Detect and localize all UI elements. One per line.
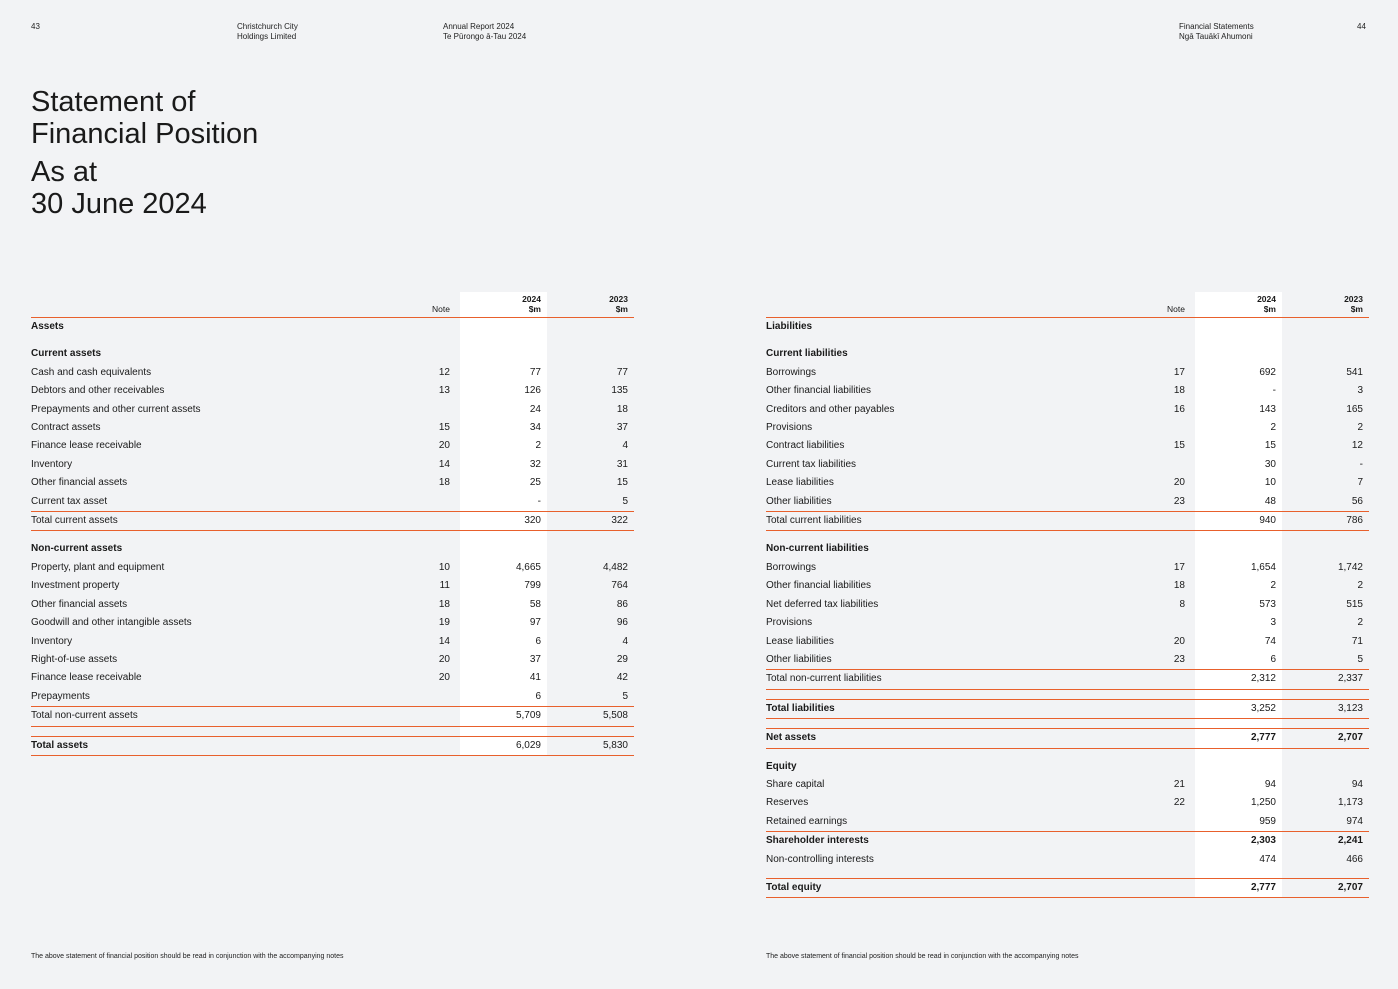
value-2023: 541: [1346, 366, 1363, 378]
note-ref: 23: [1173, 495, 1185, 507]
subtotal-row: [766, 670, 1369, 689]
section-heading: Non-current liabilities: [766, 543, 869, 555]
value-2023: 15: [616, 477, 628, 489]
note-ref: [421, 493, 460, 512]
page-title: [31, 86, 258, 220]
value-2023: 322: [547, 512, 634, 531]
value-2024: 94: [1264, 778, 1276, 790]
row-label: Inventory: [31, 458, 73, 470]
line-item-row: [31, 493, 634, 512]
total-row: [766, 729, 1369, 748]
value-2023: 5,508: [547, 707, 634, 726]
line-item-row: [766, 382, 1369, 400]
value-2023: 3: [1357, 385, 1363, 397]
note-ref: [1156, 670, 1195, 689]
section-name: [1179, 22, 1254, 42]
row-label: Other liabilities: [766, 653, 832, 665]
total-row: [766, 878, 1369, 897]
note-ref: 19: [438, 617, 450, 629]
section-heading-row: [766, 758, 1369, 776]
spacer-cell: [31, 336, 634, 345]
note-ref: 18: [438, 598, 450, 610]
note-ref: 13: [438, 385, 450, 397]
note-ref: 14: [438, 635, 450, 647]
row-label: Provisions: [766, 617, 813, 629]
line-item-row: [31, 614, 634, 632]
line-item-row: [31, 596, 634, 614]
value-2024: 2: [535, 440, 541, 452]
value-2023: 2: [1357, 580, 1363, 592]
row-label: Total assets: [31, 736, 421, 755]
line-item-row: [31, 651, 634, 669]
row-label: Other financial assets: [31, 598, 128, 610]
value-2023: 86: [616, 598, 628, 610]
line-item-row: [766, 474, 1369, 492]
line-item-row: [31, 474, 634, 492]
line-item-row: [766, 456, 1369, 474]
note-ref: 20: [438, 440, 450, 452]
footnote-right: The above statement of financial position should be read in conjunction with the accompanying notes: [766, 953, 1079, 960]
line-item-row: [766, 651, 1369, 670]
line-item-row: [766, 813, 1369, 832]
line-item-row: [766, 437, 1369, 455]
year-label: 2023: [609, 294, 628, 304]
row-label: Total current liabilities: [766, 512, 1156, 531]
note-ref: 21: [1173, 778, 1185, 790]
report-name-line1: Annual Report 2024: [443, 22, 515, 31]
note-ref: [1156, 832, 1195, 851]
row-label: Cash and cash equivalents: [31, 366, 152, 378]
section-heading-row: [766, 318, 1369, 337]
spacer-cell: [31, 531, 634, 541]
note-column-header: Note: [1167, 303, 1185, 314]
spacer-row: [766, 748, 1369, 758]
note-ref: [1156, 512, 1195, 531]
value-2024: 959: [1259, 815, 1276, 827]
value-2024: 2,303: [1195, 832, 1282, 851]
row-label: Other financial liabilities: [766, 580, 872, 592]
value-2024: 6: [1270, 653, 1276, 665]
line-item-row: [766, 633, 1369, 651]
row-label: Prepayments: [31, 690, 90, 702]
row-label: Other financial assets: [31, 477, 128, 489]
note-ref: 20: [438, 672, 450, 684]
value-2023: 2: [1357, 422, 1363, 434]
value-2023: 3,123: [1282, 699, 1369, 718]
title-line4: 30 June 2024: [31, 188, 207, 220]
value-2024: 2: [1270, 580, 1276, 592]
section-heading: Current liabilities: [766, 348, 848, 360]
note-ref: 8: [1179, 598, 1185, 610]
section-heading: Equity: [766, 760, 797, 772]
note-ref: 22: [1173, 797, 1185, 809]
note-ref: 11: [439, 580, 450, 592]
row-label: Net deferred tax liabilities: [766, 598, 879, 610]
line-item-row: [31, 559, 634, 577]
value-2024: 2,777: [1195, 878, 1282, 897]
spacer-cell: [766, 531, 1369, 541]
line-item-row: [766, 614, 1369, 632]
line-item-row: [31, 688, 634, 707]
value-2024: 4,665: [515, 561, 541, 573]
spacer-row: [31, 531, 634, 541]
note-ref: 15: [1173, 440, 1185, 452]
value-2024: 74: [1264, 635, 1276, 647]
note-ref: [421, 512, 460, 531]
line-item-row: [31, 364, 634, 382]
value-2024: 474: [1259, 853, 1276, 865]
row-label: Borrowings: [766, 561, 817, 573]
value-2024: 15: [1264, 440, 1276, 452]
value-2024: 24: [529, 403, 541, 415]
subtotal-row: [31, 707, 634, 726]
value-2024: 34: [529, 422, 541, 434]
value-2023: 5: [1357, 653, 1363, 665]
value-2023: 764: [611, 580, 628, 592]
value-2023: 466: [1346, 853, 1363, 865]
header-blank: [766, 292, 1156, 318]
spacer-row: [766, 869, 1369, 879]
section-heading-row: [31, 345, 634, 363]
organisation-name: [237, 22, 298, 42]
value-2023: 515: [1346, 598, 1363, 610]
value-2023: 37: [616, 422, 628, 434]
value-2023: 2,337: [1282, 670, 1369, 689]
value-2024: 2: [1270, 422, 1276, 434]
year-column-header-2023: [1282, 292, 1369, 318]
assets-statement: [31, 292, 634, 756]
note-ref: 15: [438, 422, 450, 434]
note-ref: [421, 736, 460, 755]
value-2024: 58: [529, 598, 541, 610]
value-2023: 4: [622, 635, 628, 647]
row-label: Provisions: [766, 422, 813, 434]
row-label: Total equity: [766, 878, 1156, 897]
value-2024: 30: [1264, 458, 1276, 470]
row-label: Contract assets: [31, 422, 101, 434]
value-2023: 4: [622, 440, 628, 452]
row-label: Contract liabilities: [766, 440, 845, 452]
report-name: [443, 22, 526, 42]
note-ref: 20: [438, 653, 450, 665]
row-label: Shareholder interests: [766, 832, 1156, 851]
value-2024: 320: [460, 512, 547, 531]
value-2023: -: [1359, 458, 1363, 470]
line-item-row: [766, 419, 1369, 437]
note-column-header: Note: [432, 303, 450, 314]
note-ref: 10: [438, 561, 450, 573]
spacer-cell: [766, 748, 1369, 758]
value-2023: 5: [622, 495, 628, 507]
row-label: Finance lease receivable: [31, 672, 142, 684]
spacer-cell: [766, 336, 1369, 345]
note-ref: [1156, 813, 1195, 832]
value-2023: 18: [616, 403, 628, 415]
section-heading-row: [31, 540, 634, 558]
value-2024: 6,029: [460, 736, 547, 755]
value-2023: 974: [1346, 815, 1363, 827]
value-2024: 32: [529, 458, 541, 470]
title-line2: Financial Position: [31, 118, 259, 150]
footnote-left: The above statement of financial position should be read in conjunction with the accompanying notes: [31, 953, 344, 960]
section-heading-row: [31, 318, 634, 337]
row-label: Debtors and other receivables: [31, 385, 165, 397]
row-label: Net assets: [766, 729, 1156, 748]
value-2024: 3: [1270, 617, 1276, 629]
value-2024: 692: [1259, 366, 1276, 378]
value-2023: 29: [616, 653, 628, 665]
line-item-row: [766, 794, 1369, 812]
row-label: Retained earnings: [766, 815, 848, 827]
line-item-row: [31, 577, 634, 595]
value-2023: 7: [1357, 477, 1363, 489]
year-label: 2024: [522, 294, 541, 304]
row-label: Total current assets: [31, 512, 421, 531]
line-item-row: [31, 382, 634, 400]
section-heading-row: [766, 540, 1369, 558]
row-label: Right-of-use assets: [31, 653, 118, 665]
value-2023: 71: [1351, 635, 1363, 647]
row-label: Lease liabilities: [766, 477, 834, 489]
value-2024: 126: [524, 385, 541, 397]
row-label: Reserves: [766, 797, 809, 809]
value-2024: -: [1272, 385, 1276, 397]
subtotal-row: [766, 512, 1369, 531]
value-2023: 94: [1351, 778, 1363, 790]
row-label: Total non-current liabilities: [766, 670, 1156, 689]
note-ref: 12: [438, 366, 450, 378]
note-ref: 16: [1173, 403, 1185, 415]
value-2024: 1,654: [1250, 561, 1276, 573]
value-2024: 2,312: [1195, 670, 1282, 689]
value-2024: 41: [529, 672, 541, 684]
line-item-row: [31, 633, 634, 651]
row-label: Other liabilities: [766, 495, 832, 507]
note-ref: 20: [1173, 477, 1185, 489]
note-ref: [421, 707, 460, 726]
row-label: Current tax asset: [31, 495, 108, 507]
row-label: Creditors and other payables: [766, 403, 895, 415]
year-column-header-2024: [1195, 292, 1282, 318]
value-2023: 1,742: [1337, 561, 1363, 573]
section-heading: Non-current assets: [31, 543, 123, 555]
value-2024: 3,252: [1195, 699, 1282, 718]
spacer-row: [766, 336, 1369, 345]
value-2023: 4,482: [602, 561, 628, 573]
line-item-row: [31, 437, 634, 455]
section-heading: Current assets: [31, 348, 102, 360]
row-label: Current tax liabilities: [766, 458, 857, 470]
note-ref: [1156, 878, 1195, 897]
value-2024: 25: [529, 477, 541, 489]
organisation-name-line1: Christchurch City: [237, 22, 298, 31]
section-heading-row: [766, 345, 1369, 363]
value-2023: 2: [1357, 617, 1363, 629]
note-ref: [1156, 851, 1195, 869]
spacer-cell: [766, 869, 1369, 879]
title-line3: As at: [31, 156, 98, 188]
value-2023: 1,173: [1337, 797, 1363, 809]
value-2023: 77: [616, 366, 628, 378]
line-item-row: [766, 596, 1369, 614]
value-2023: 31: [616, 458, 628, 470]
note-ref: [1156, 456, 1195, 474]
line-item-row: [766, 401, 1369, 419]
year-label: 2024: [1257, 294, 1276, 304]
note-ref: 17: [1173, 366, 1185, 378]
line-item-row: [766, 776, 1369, 794]
section-heading: Assets: [31, 321, 64, 332]
row-label: Non-controlling interests: [766, 853, 874, 865]
note-ref: 18: [1173, 580, 1185, 592]
line-item-row: [766, 577, 1369, 595]
subtotal-row: [766, 832, 1369, 851]
spacer-cell: [31, 726, 634, 736]
row-label: Investment property: [31, 580, 120, 592]
value-2024: 6: [535, 690, 541, 702]
value-2023: 12: [1351, 440, 1363, 452]
spacer-row: [766, 689, 1369, 699]
value-2024: 6: [535, 635, 541, 647]
value-2023: 96: [616, 617, 628, 629]
section-name-line2: Ngā Tauākī Ahumoni: [1179, 32, 1253, 41]
year-label: 2023: [1344, 294, 1363, 304]
line-item-row: [766, 559, 1369, 577]
value-2023: 56: [1351, 495, 1363, 507]
organisation-name-line2: Holdings Limited: [237, 32, 297, 41]
row-label: Other financial liabilities: [766, 385, 872, 397]
statement-table: [31, 292, 634, 756]
unit-label: $m: [615, 303, 628, 314]
spacer-cell: [766, 719, 1369, 729]
row-label: Inventory: [31, 635, 73, 647]
column-header-row: [766, 292, 1369, 318]
subtotal-row: [31, 512, 634, 531]
line-item-row: [766, 851, 1369, 869]
value-2024: 10: [1264, 477, 1276, 489]
value-2023: 42: [616, 672, 628, 684]
note-ref: 14: [438, 458, 450, 470]
spacer-row: [766, 531, 1369, 541]
value-2023: 5: [622, 690, 628, 702]
line-item-row: [31, 669, 634, 687]
value-2024: 2,777: [1195, 729, 1282, 748]
note-ref: [421, 688, 460, 707]
value-2023: 786: [1282, 512, 1369, 531]
value-2024: 37: [529, 653, 541, 665]
row-label: Finance lease receivable: [31, 440, 142, 452]
value-2024: 48: [1264, 495, 1276, 507]
value-2023: 135: [611, 385, 628, 397]
value-2023: 2,707: [1282, 878, 1369, 897]
value-2024: 799: [524, 580, 541, 592]
note-ref: [1156, 729, 1195, 748]
value-2024: 143: [1259, 403, 1276, 415]
value-2023: 165: [1346, 403, 1363, 415]
row-label: Share capital: [766, 778, 825, 790]
value-2023: 2,707: [1282, 729, 1369, 748]
liabilities-statement: [766, 292, 1369, 898]
section-name-line1: Financial Statements: [1179, 22, 1254, 31]
line-item-row: [31, 419, 634, 437]
value-2023: 5,830: [547, 736, 634, 755]
column-header-row: [31, 292, 634, 318]
spacer-row: [766, 719, 1369, 729]
line-item-row: [766, 493, 1369, 512]
year-column-header-2023: [547, 292, 634, 318]
row-label: Total liabilities: [766, 699, 1156, 718]
value-2024: 1,250: [1250, 797, 1276, 809]
value-2024: 77: [529, 366, 541, 378]
total-row: [31, 736, 634, 755]
value-2024: 97: [529, 617, 541, 629]
statement-table: [766, 292, 1369, 898]
note-ref: [1156, 699, 1195, 718]
line-item-row: [766, 364, 1369, 382]
note-ref: 18: [1173, 385, 1185, 397]
value-2024: 573: [1259, 598, 1276, 610]
line-item-row: [31, 401, 634, 419]
line-item-row: [31, 456, 634, 474]
page-number-right: 44: [1357, 22, 1366, 31]
row-label: Borrowings: [766, 366, 817, 378]
row-label: Property, plant and equipment: [31, 561, 165, 573]
spacer-row: [31, 726, 634, 736]
unit-label: $m: [1350, 303, 1363, 314]
row-label: Total non-current assets: [31, 707, 421, 726]
spacer-cell: [766, 689, 1369, 699]
value-2023: 2,241: [1282, 832, 1369, 851]
section-heading: Liabilities: [766, 321, 813, 332]
header-blank: [31, 292, 421, 318]
unit-label: $m: [1263, 303, 1276, 314]
note-ref: [421, 401, 460, 419]
note-ref: 18: [438, 477, 450, 489]
value-2024: 5,709: [460, 707, 547, 726]
title-line1: Statement of: [31, 86, 196, 118]
row-label: Prepayments and other current assets: [31, 403, 201, 415]
year-column-header-2024: [460, 292, 547, 318]
spacer-row: [31, 336, 634, 345]
row-label: Goodwill and other intangible assets: [31, 617, 192, 629]
unit-label: $m: [528, 303, 541, 314]
row-label: Lease liabilities: [766, 635, 834, 647]
total-row: [766, 699, 1369, 718]
note-ref: 20: [1173, 635, 1185, 647]
note-ref: 23: [1173, 653, 1185, 665]
note-ref: [1156, 614, 1195, 632]
value-2024: 940: [1195, 512, 1282, 531]
page-number-left: 43: [31, 22, 40, 31]
value-2024: -: [537, 495, 541, 507]
report-name-line2: Te Pūrongo ā-Tau 2024: [443, 32, 527, 41]
note-ref: [1156, 419, 1195, 437]
note-ref: 17: [1173, 561, 1185, 573]
